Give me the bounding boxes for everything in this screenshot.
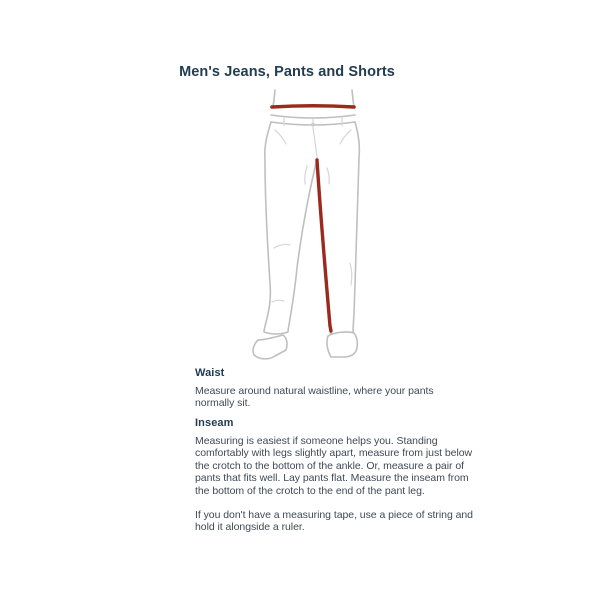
left-shin-wrinkle: [272, 300, 284, 302]
left-shoe: [253, 335, 287, 359]
right-leg-wrinkle: [350, 263, 352, 285]
right-pocket-line: [340, 130, 351, 144]
left-knee-wrinkle: [274, 244, 290, 248]
right-outer-seam: [353, 122, 359, 332]
inseam-section-note: If you don't have a measuring tape, use a piece of string and hold it alongside a ruler.: [195, 509, 473, 534]
inseam-section-heading: Inseam: [195, 417, 234, 429]
crotch-wrinkle-right: [327, 168, 329, 184]
fly-seam: [313, 128, 317, 158]
inseam-measure-line: [317, 160, 331, 331]
page-title: Men's Jeans, Pants and Shorts: [179, 64, 395, 80]
torso-right-line: [352, 90, 354, 106]
left-outer-seam: [264, 122, 271, 331]
inseam-section-text: Measuring is easiest if someone helps you. Standing comfortably with legs slightly apart, measure from just below the crotch to the bottom of the ankle. Or, measure a pair of pants that fits well. Lay pants flat. Measure the inseam from the bottom of the crotch to the end of the pant leg.: [195, 435, 473, 497]
crotch-wrinkle-left: [305, 166, 307, 184]
waist-section-text: Measure around natural waistline, where your pants normally sit.: [195, 385, 434, 410]
right-shoe: [327, 332, 357, 357]
torso-left-line: [273, 90, 275, 106]
left-pocket-line: [275, 130, 286, 144]
waist-section-heading: Waist: [195, 367, 225, 379]
left-inner-seam: [288, 159, 317, 331]
left-cuff: [264, 332, 288, 334]
mens-pants-measurement-diagram: [250, 88, 362, 363]
waist-measure-line: [272, 106, 354, 107]
